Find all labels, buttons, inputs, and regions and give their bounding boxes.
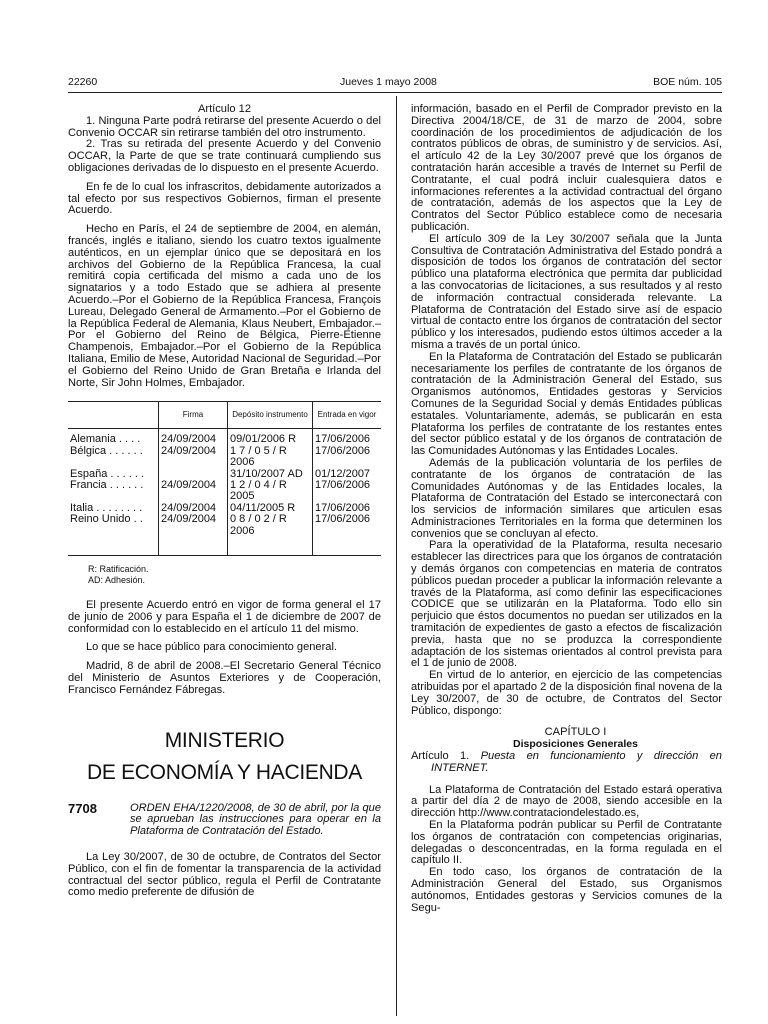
paragraph: En todo caso, los órganos de contratación de la Administración General del Estado, sus Organismos autónomos, Entidades gestoras y Servicios comunes de la Segu- — [411, 866, 722, 914]
paragraph: Para la operatividad de la Plataforma, resulta necesario establecer las directrices para que los órganos de contratación y demás órganos con competencias en materia de contratos públicos puedan proceder a publicar la información relevante a través de la Plataforma, así como definir las especificaciones CODICE que se utilizarán en la Plataforma. Todo ello sin perjuicio que éstos documentos no puedan ser utilizados en la tramitación de expedientes de gasto a efectos de fiscalización previa, hasta que no se produzca la correspondiente adaptación de los sistemas orientados al control prevista para el 1 de junio de 2008. — [411, 539, 722, 670]
table-cell: 31/10/2007 AD — [228, 469, 313, 480]
table-cell: 24/09/2004 — [159, 503, 228, 514]
table-cell: Alemania . . . . — [70, 433, 141, 446]
paragraph: Lo que se hace público para conocimiento general. — [86, 641, 338, 654]
note-adhesion: AD: Adhesión. — [88, 574, 146, 585]
table-header: Firma — [159, 402, 228, 429]
ministry-line: MINISTERIO — [164, 728, 285, 752]
paragraph: La Ley 30/2007, de 30 de octubre, de Contratos del Sector Público, con el fin de fomentar la transparencia de la actividad contractual del sector público, regula el Perfil de Contratante como medio preferente de difusión de — [68, 850, 381, 899]
table-cell: 17/06/2006 — [313, 429, 382, 446]
paragraph: 1. Ninguna Parte podrá retirarse del presente Acuerdo o del Convenio OCCAR sin retirarse también del otro instrumento. — [68, 114, 381, 139]
table-cell: 24/09/2004 — [159, 480, 228, 503]
paragraph: En la Plataforma de Contratación del Estado se publicarán necesariamente los perfiles de contratante de los órganos de contratación de la Administración General del Estado, sus Organismos autónomos, Entidades gestoras y Servicios Comunes de la Seguridad Social y demás Entidades públicas estatales. Voluntariamente, además, se publicarán en esta Plataforma los perfiles de contratante de los restantes entes del sector público estatal y de los órganos de contratación de las Comunidades Autónomas y las Entidades Locales. — [411, 350, 722, 458]
bulletin-number: BOE núm. 105 — [653, 76, 722, 88]
paragraph: Hecho en París, el 24 de septiembre de 2004, en alemán, francés, inglés e italiano, siendo los cuatro textos igualmente auténticos, en un ejemplar único que se depositará en los archivos del Gobierno de la República Francesa, la cual remitirá copia certificada del mismo a cada uno de los signatarios y a todo Estado que se adhiera al presente Acuerdo.–Por el Gobierno de la República Francesa, François Lureau, Delegado General de Armamento.–Por el Gobierno de la República Federal de Alemania, Klaus Neubert, Embajador.–Por el Gobierno del Reino de Bélgica, Pierre-Etienne Champenois, Embajador.–Por el Gobierno de la República Italiana, Emilio de Mese, Autoridad Nacional de Seguridad.–Por el Gobierno del Reino Unido de Gran Bretaña e Irlanda del Norte, Sir John Holmes, Embajador. — [68, 223, 381, 389]
paragraph: Madrid, 8 de abril de 2008.–El Secretario General Técnico del Ministerio de Asuntos Exteriores y de Cooperación, Francisco Fernández Fábregas. — [68, 660, 381, 696]
table-row — [68, 446, 381, 469]
table-cell: 24/09/2004 — [159, 446, 228, 469]
table-row — [68, 480, 381, 503]
table-cell: 17/06/2006 — [313, 514, 382, 555]
ratification-table — [68, 401, 381, 556]
page-header — [68, 76, 722, 90]
left-column — [68, 104, 381, 899]
paragraph: El presente Acuerdo entró en vigor de forma general el 17 de junio de 2006 y para España el 1 de diciembre de 2007 de conformidad con lo establecido en el artículo 11 del mismo. — [68, 598, 381, 635]
paragraph: En la Plataforma podrán publicar su Perfil de Contratante los órganos de contratación con competencias originarias, delegadas o desconcentradas, en la forma regulada en el capítulo II. — [411, 819, 722, 867]
table-cell: 17/06/2006 — [313, 480, 382, 503]
page-number: 22260 — [68, 76, 98, 88]
table-cell: Reino Unido . . — [68, 514, 159, 555]
note-ratification: R: Ratificación. — [88, 563, 149, 574]
table-header — [68, 402, 159, 429]
table-cell: 1 7 / 0 5 / R 2006 — [228, 446, 313, 469]
article-title: Puesta en funcionamiento y dirección en INTERNET. — [431, 750, 722, 774]
publication-date: Jueves 1 mayo 2008 — [340, 76, 437, 88]
paragraph: La Plataforma de Contratación del Estado estará operativa a partir del día 2 de mayo de 2008, siendo accesible en la dirección http://www.contrataciondelestado.es, — [411, 783, 722, 820]
table-notes — [88, 564, 381, 586]
article-label: Artículo 1. — [411, 750, 470, 763]
table-cell: Bélgica . . . . . . — [70, 444, 143, 457]
order-title: ORDEN EHA/1220/2008, de 30 de abril, por la que se aprueban las instrucciones para operar en la Plataforma de Contratación del Estado. — [130, 801, 381, 838]
paragraph: 2. Tras su retirada del presente Acuerdo y del Convenio OCCAR, la Parte de que se trate continuará cumpliendo sus obligaciones derivadas de lo dispuesto en el presente Acuerdo. — [68, 138, 381, 174]
table-cell: 01/12/2007 — [313, 469, 382, 480]
table-cell: 04/11/2005 R — [228, 503, 313, 514]
table-cell: 1 2 / 0 4 / R 2005 — [228, 480, 313, 503]
right-column — [411, 104, 722, 914]
order-number: 7708 — [68, 800, 97, 816]
paragraph: información, basado en el Perfil de Comprador previsto en la Directiva 2004/18/CE, de 31 de marzo de 2004, sobre coordinación de los procedimientos de adjudicación de los contratos públicos de obras, de suministro y de servicios. Así, el artículo 42 de la Ley 30/2007 prevé que los órganos de contratación harán accesible a través de Internet su Perfil de Contratante, el cual podrá incluir cualesquiera datos e informaciones referentes a la actividad contractual del órgano de contratación, además de los aspectos que la Ley de Contratos del Sector Público establece como de necesaria publicación. — [411, 103, 722, 233]
table-row — [68, 514, 381, 555]
table-header: Depósito instrumento — [228, 402, 313, 429]
table-cell: España . . . . . . — [70, 467, 144, 480]
table-cell: Italia . . . . . . . . — [70, 501, 143, 514]
column-divider — [396, 96, 397, 1016]
paragraph: El artículo 309 de la Ley 30/2007 señala que la Junta Consultiva de Contratación Administrativa del Estado pondrá a disposición de todos los órganos de contratación del sector público una plataforma electrónica que permita dar publicidad a las convocatorias de licitaciones, a sus resultados y al resto de información contractual considerada relevante. La Plataforma de Contratación del Estado sirve así de espacio virtual de contacto entre los órganos de contratación del sector público y los interesados, pudiendo estos últimos acceder a la misma a través de un portal único. — [411, 232, 722, 351]
table-cell: 0 8 / 0 2 / R 2006 — [228, 514, 313, 555]
paragraph: En fe de lo cual los infrascritos, debidamente autorizados a tal efecto por sus respectivos Gobiernos, firman el presente Acuerdo. — [68, 180, 381, 217]
paragraph: En virtud de lo anterior, en ejercicio de las competencias atribuidas por el apartado 2 de la disposición final novena de la Ley 30/2007, de 30 de octubre, de Contratos del Sector Público, dispongo: — [411, 669, 722, 717]
table-cell: 24/09/2004 — [159, 429, 228, 446]
chapter-title: Disposiciones Generales — [513, 738, 638, 751]
table-header: Entrada en vigor — [313, 402, 382, 429]
order-block — [68, 800, 381, 838]
ministry-line: DE ECONOMÍA Y HACIENDA — [86, 760, 363, 784]
table-cell: 24/09/2004 — [159, 514, 228, 555]
table-row — [68, 429, 381, 446]
table-cell: 17/06/2006 — [313, 446, 382, 469]
article-title: Artículo 12 — [197, 103, 252, 115]
article-heading — [411, 751, 722, 775]
table-cell: 09/01/2006 R — [228, 429, 313, 446]
table-cell: Francia . . . . . . — [70, 478, 144, 491]
ministry-heading — [68, 725, 381, 789]
paragraph: Además de la publicación voluntaria de los perfiles de contratante de los órganos de contratación de las Comunidades Autónomas y de las Entidades locales, la Plataforma de Contratación del Estado se interconectará con los servicios de información similares que articulen esas Administraciones Territoriales en la forma que determinen los convenios que se concluyan al efecto. — [411, 456, 722, 540]
chapter-label: CAPÍTULO I — [544, 726, 607, 739]
table-cell: 17/06/2006 — [313, 503, 382, 514]
header-rule — [68, 92, 722, 93]
